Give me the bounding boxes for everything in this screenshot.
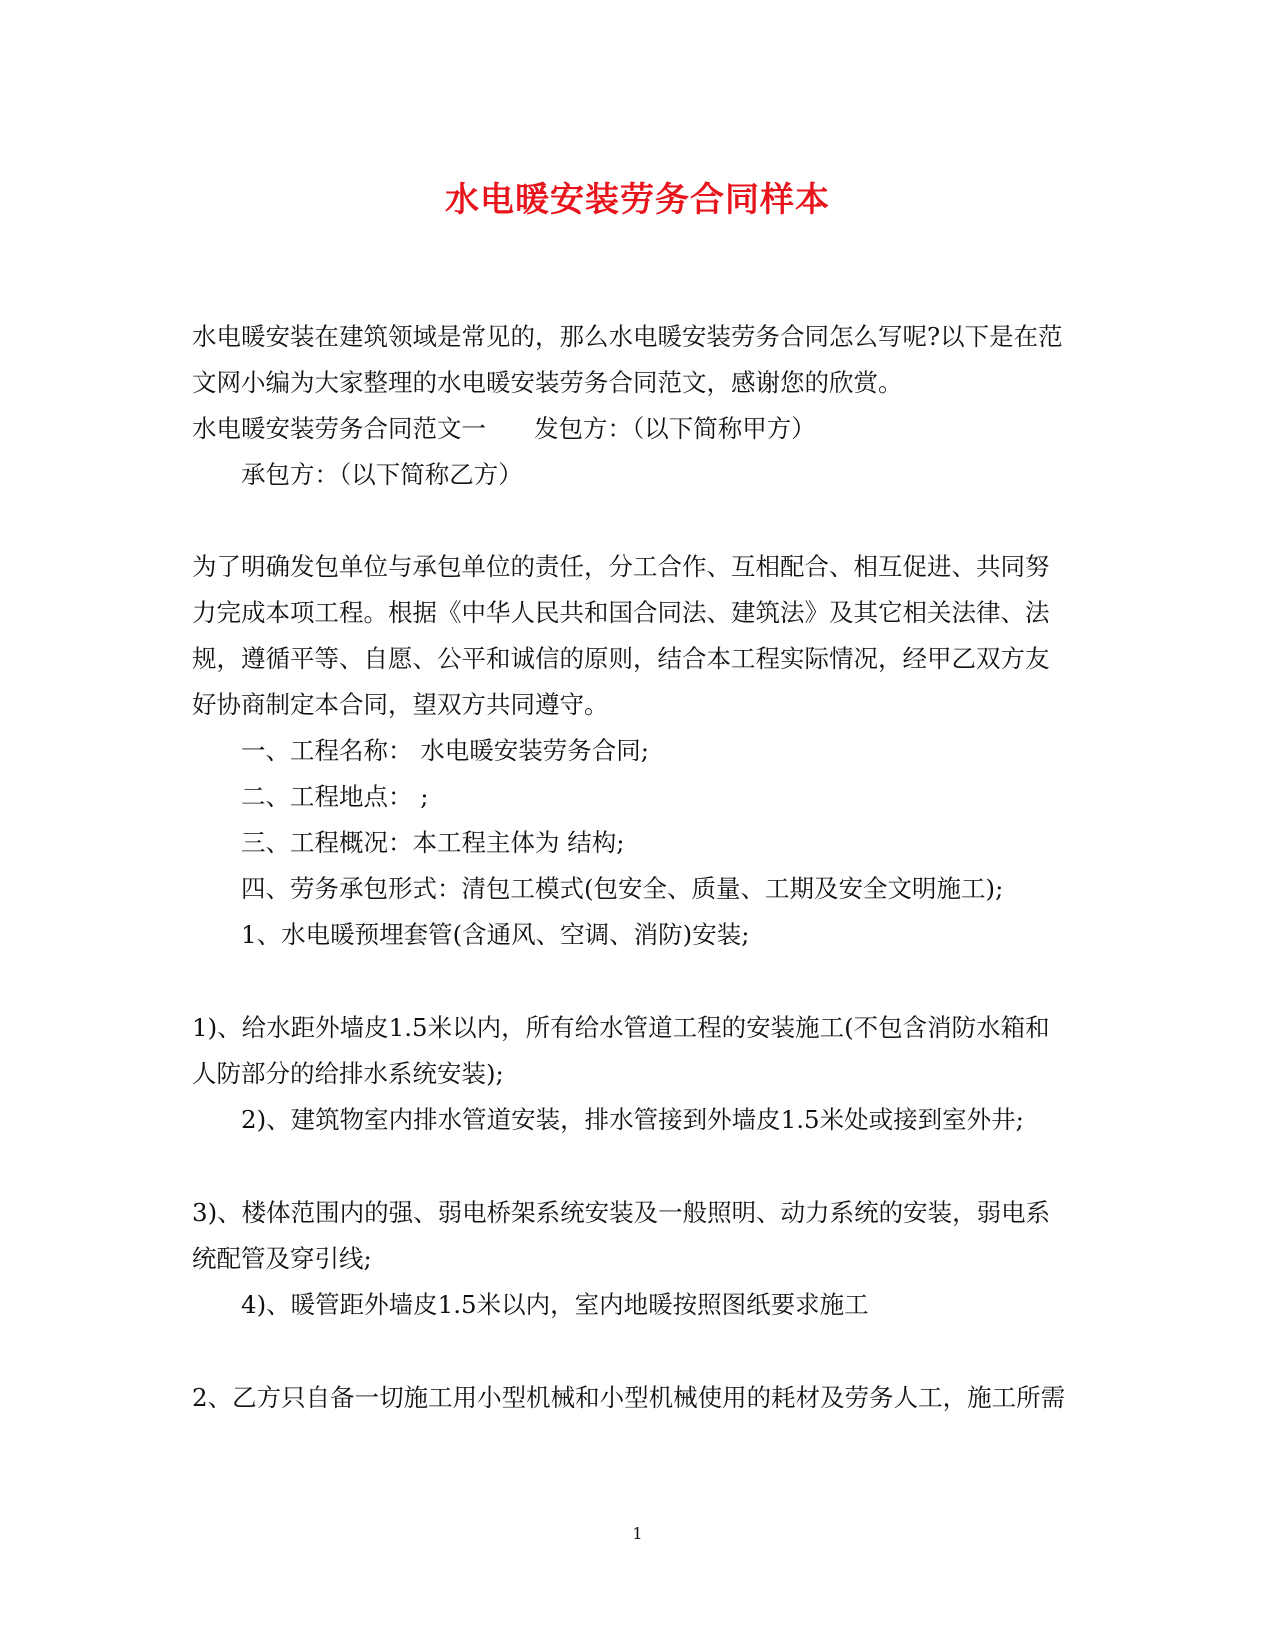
item-2: 2)、建筑物室内排水管道安装，排水管接到外墙皮1.5米处或接到室外井; [241,1105,1024,1134]
item-3-line-2: 统配管及穿引线; [192,1244,372,1273]
item-1-line-2: 人防部分的给排水系统安装); [192,1059,504,1088]
clause-contract-form: 四、劳务承包形式：清包工模式(包安全、质量、工期及安全文明施工); [241,874,1004,903]
item-1-line-1: 1)、给水距外墙皮1.5米以内，所有给水管道工程的安装施工(不包含消防水箱和 [192,1013,1050,1042]
party-a: 发包方：（以下简称甲方） [534,414,816,443]
clause-project-location: 二、工程地点： ; [241,782,429,811]
page-number: 1 [632,1524,643,1543]
intro-line-2: 文网小编为大家整理的水电暖安装劳务合同范文，感谢您的欣赏。 [192,368,903,397]
item-3-line-1: 3)、楼体范围内的强、弱电桥架系统安装及一般照明、动力系统的安装，弱电系 [192,1198,1051,1227]
preamble-line-2: 力完成本项工程。根据《中华人民共和国合同法、建筑法》及其它相关法律、法 [192,598,1050,627]
party-b: 承包方：（以下简称乙方） [241,460,523,489]
item-4: 4)、暖管距外墙皮1.5米以内，室内地暖按照图纸要求施工 [241,1290,869,1319]
intro-line-1: 水电暖安装在建筑领域是常见的，那么水电暖安装劳务合同怎么写呢?以下是在范 [192,322,1063,351]
document-title: 水电暖安装劳务合同样本 [445,180,830,220]
contract-heading: 水电暖安装劳务合同范文一 [192,414,486,443]
preamble-line-4: 好协商制定本合同，望双方共同遵守。 [192,690,609,719]
clause-project-name: 一、工程名称： 水电暖安装劳务合同; [241,736,650,765]
contract-heading-line [192,413,816,445]
preamble-line-1: 为了明确发包单位与承包单位的责任，分工合作、互相配合、相互促进、共同努 [192,552,1050,581]
clause-scope-1: 1、水电暖预埋套管(含通风、空调、消防)安装; [241,920,750,949]
clause-project-overview: 三、工程概况：本工程主体为 结构; [241,828,625,857]
clause-scope-2: 2、乙方只自备一切施工用小型机械和小型机械使用的耗材及劳务人工，施工所需 [192,1383,1066,1412]
preamble-line-3: 规，遵循平等、自愿、公平和诚信的原则，结合本工程实际情况，经甲乙双方友 [192,644,1050,673]
